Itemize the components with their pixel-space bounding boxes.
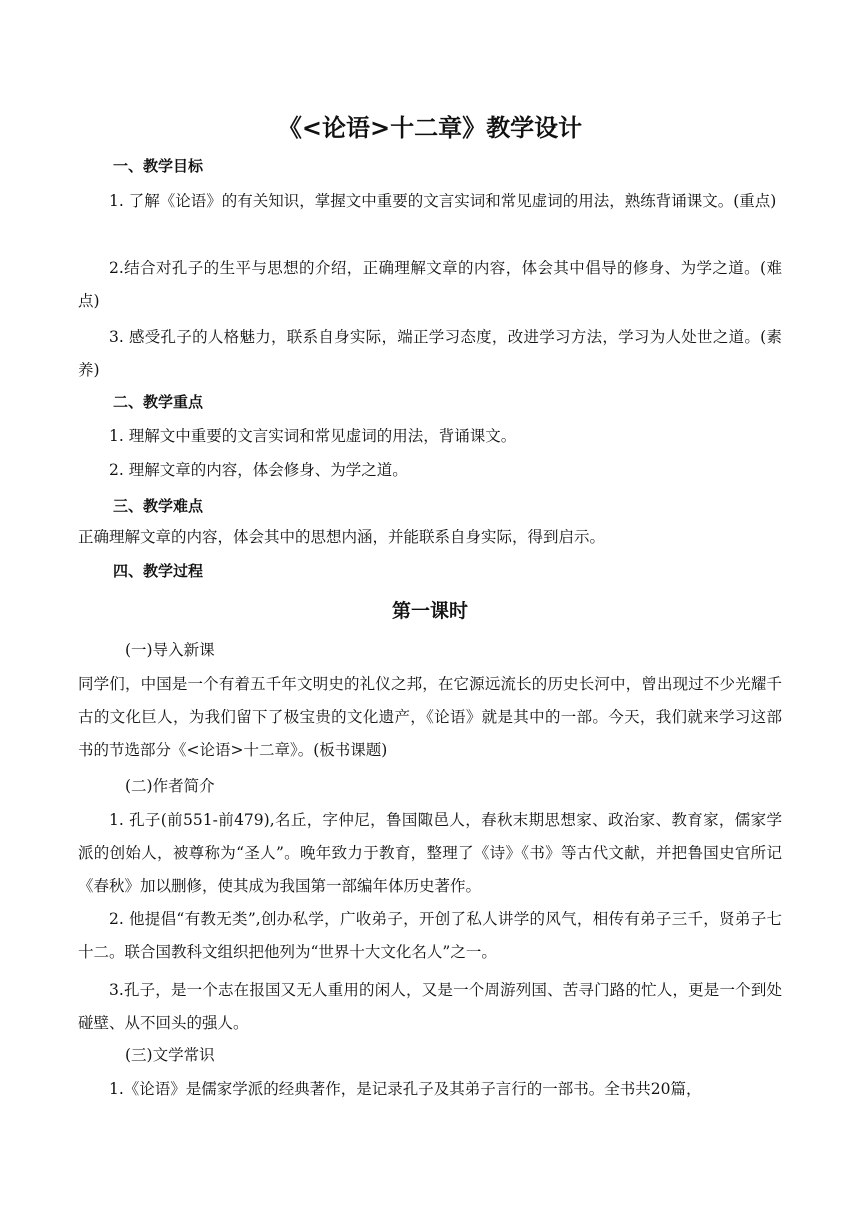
literature-1: 1.《论语》是儒家学派的经典著作，是记录孔子及其弟子言行的一部书。全书共20篇， [109, 1080, 702, 1098]
author-2: 2. 他提倡“有教无类”,创办私学，广收弟子，开创了私人讲学的风气，相传有弟子三千，贤弟子七十二。联合国教科文组织把他列为“世界十大文化名人”之一。 [78, 910, 782, 961]
heading-teaching-process: 四、教学过程 [113, 562, 204, 580]
intro-heading: (一)导入新课 [125, 641, 215, 659]
heading-difficulties: 三、教学难点 [113, 497, 204, 515]
heading-key-points: 二、教学重点 [113, 393, 204, 411]
intro-text: 同学们，中国是一个有着五千年文明史的礼仪之邦，在它源远流长的历史长河中，曾出现过不少光耀千古的文化巨人，为我们留下了极宝贵的文化遗产，《论语》就是其中的一部。今天，我们就来学习这部书的节选部分《<论语>十二章》。(板书课题) [78, 675, 782, 759]
goal-2: 2.结合对孔子的生平与思想的介绍，正确理解文章的内容，体会其中倡导的修身、为学之道。(难点) [78, 259, 782, 310]
lesson-heading: 第一课时 [391, 600, 468, 622]
key-point-2: 2. 理解文章的内容，体会修身、为学之道。 [109, 461, 408, 479]
author-heading: (二)作者简介 [125, 777, 215, 795]
goal-3: 3. 感受孔子的人格魅力，联系自身实际，端正学习态度，改进学习方法，学习为人处世之道。(素养) [78, 328, 782, 379]
author-1: 1. 孔子(前551-前479),名丘，字仲尼，鲁国陬邑人，春秋末期思想家、政治家、教育家，儒家学派的创始人，被尊称为“圣人”。晚年致力于教育，整理了《诗》《书》等古代文献，并把鲁国史官所记《春秋》加以删修，使其成为我国第一部编年体历史著作。 [78, 811, 782, 895]
heading-teaching-goals: 一、教学目标 [113, 157, 204, 175]
document-title: 《<论语>十二章》教学设计 [277, 114, 583, 142]
key-point-1: 1. 理解文中重要的文言实词和常见虚词的用法，背诵课文。 [109, 427, 517, 445]
goal-1: 1. 了解《论语》的有关知识，掌握文中重要的文言实词和常见虚词的用法，熟练背诵课文。(重点) [109, 192, 777, 210]
difficulty-text: 正确理解文章的内容，体会其中的思想内涵，并能联系自身实际，得到启示。 [78, 528, 606, 546]
literature-heading: (三)文学常识 [125, 1046, 215, 1064]
author-3: 3.孔子，是一个志在报国又无人重用的闲人，又是一个周游列国、苦寻门路的忙人，更是一个到处碰壁、从不回头的强人。 [78, 981, 782, 1032]
